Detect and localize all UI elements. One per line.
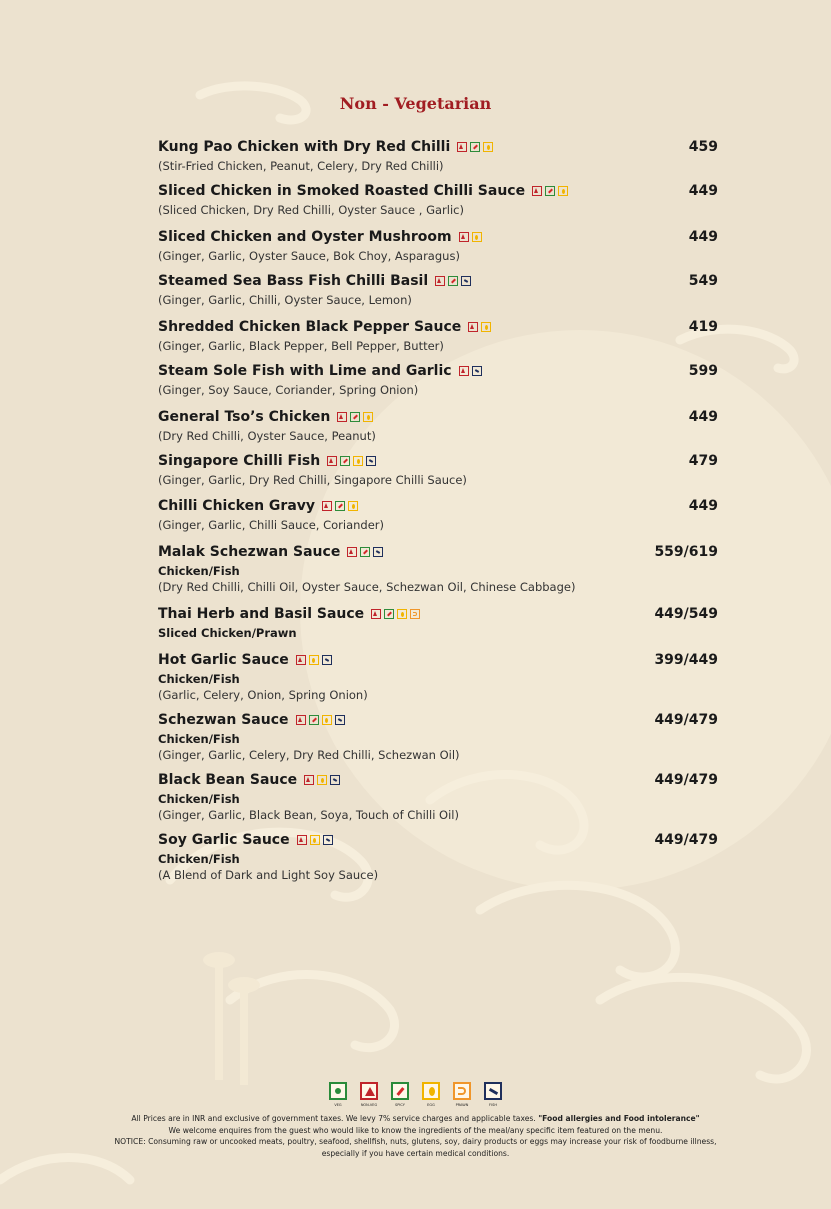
item-description: (A Blend of Dark and Light Soy Sauce)	[158, 868, 379, 882]
item-price: 419	[688, 319, 718, 335]
dietary-icons	[297, 835, 333, 845]
item-name: Singapore Chilli Fish	[158, 453, 321, 469]
fish-icon	[373, 547, 383, 557]
item-description: (Ginger, Garlic, Dry Red Chilli, Singapore Chilli Sauce)	[158, 473, 467, 487]
item-name: Soy Garlic Sauce	[158, 832, 290, 848]
egg-icon	[317, 775, 327, 785]
item-description: (Ginger, Garlic, Chilli, Oyster Sauce, Lemon)	[158, 293, 412, 307]
menu-item	[158, 316, 718, 354]
item-description: (Ginger, Garlic, Oyster Sauce, Bok Choy, Asparagus)	[158, 249, 460, 263]
item-name: Black Bean Sauce	[158, 772, 298, 788]
fish-icon	[330, 775, 340, 785]
item-name: Sliced Chicken and Oyster Mushroom	[158, 229, 452, 245]
menu-item	[158, 450, 718, 488]
item-price: 599	[688, 363, 718, 379]
veg-icon	[329, 1082, 347, 1100]
item-description: (Ginger, Garlic, Chilli Sauce, Coriander)	[158, 518, 385, 532]
nonveg-icon	[327, 456, 337, 466]
nonveg-icon	[371, 609, 381, 619]
item-name: Thai Herb and Basil Sauce	[158, 606, 365, 622]
spicy-icon	[309, 715, 319, 725]
item-name: Steamed Sea Bass Fish Chilli Basil	[158, 273, 429, 289]
notes-allergy-heading: "Food allergies and Food intolerance"	[538, 1114, 700, 1123]
spicy-icon	[335, 501, 345, 511]
legend-item	[484, 1082, 503, 1107]
item-price: 449/479	[654, 772, 718, 788]
item-price: 449/479	[654, 712, 718, 728]
menu-item	[158, 136, 718, 174]
nonveg-icon	[459, 366, 469, 376]
nonveg-icon	[296, 655, 306, 665]
menu-item	[158, 769, 718, 823]
item-name: Shredded Chicken Black Pepper Sauce	[158, 319, 462, 335]
item-variant: Chicken/Fish	[158, 564, 240, 578]
notes-line-1: All Prices are in INR and exclusive of government taxes. We levy 7% service charges and applicable taxes.	[131, 1114, 539, 1123]
legend-label: NON-VEG	[360, 1103, 378, 1107]
spicy-icon	[340, 456, 350, 466]
spicy-icon	[384, 609, 394, 619]
egg-icon	[348, 501, 358, 511]
item-description: (Sliced Chicken, Dry Red Chilli, Oyster Sauce , Garlic)	[158, 203, 464, 217]
nonveg-icon	[435, 276, 445, 286]
dietary-icons	[347, 547, 383, 557]
dietary-icons	[304, 775, 340, 785]
spicy-icon	[545, 186, 555, 196]
fish-icon	[366, 456, 376, 466]
legend-item	[360, 1082, 379, 1107]
item-variant: Chicken/Fish	[158, 792, 240, 806]
notes-line-2: We welcome enquires from the guest who would like to know the ingredients of the meal/any specific item featured on the menu.	[168, 1125, 663, 1135]
spicy-icon	[470, 142, 480, 152]
item-description: (Garlic, Celery, Onion, Spring Onion)	[158, 688, 368, 702]
legend-label: PRAWN	[455, 1103, 469, 1107]
dietary-legend	[0, 1082, 831, 1107]
item-name: Schezwan Sauce	[158, 712, 289, 728]
menu-item	[158, 270, 718, 308]
notes-line-3: NOTICE: Consuming raw or uncooked meats, poultry, seafood, shellfish, nuts, glutens, soy, dairy products or eggs may increase your risk of foodburne illness,	[114, 1137, 717, 1147]
legend-item	[329, 1082, 348, 1107]
section-title: Non - Vegetarian	[339, 94, 492, 113]
menu-item	[158, 649, 718, 703]
menu-item	[158, 495, 718, 533]
item-price: 449	[688, 183, 718, 199]
dietary-icons	[459, 232, 482, 242]
spicy-icon	[391, 1082, 409, 1100]
menu-item	[158, 603, 718, 641]
egg-icon	[481, 322, 491, 332]
spicy-icon	[448, 276, 458, 286]
fish-icon	[335, 715, 345, 725]
spicy-icon	[360, 547, 370, 557]
dietary-icons	[435, 276, 471, 286]
fish-icon	[323, 835, 333, 845]
item-variant: Chicken/Fish	[158, 732, 240, 746]
egg-icon	[309, 655, 319, 665]
dietary-icons	[296, 655, 332, 665]
fish-icon	[484, 1082, 502, 1100]
legend-item	[391, 1082, 410, 1107]
item-name: Malak Schezwan Sauce	[158, 544, 341, 560]
legend-item	[422, 1082, 441, 1107]
nonveg-icon	[360, 1082, 378, 1100]
legend-label: FISH	[489, 1103, 497, 1107]
legend-label: EGG	[427, 1103, 435, 1107]
egg-icon	[322, 715, 332, 725]
item-description: (Dry Red Chilli, Oyster Sauce, Peanut)	[158, 429, 376, 443]
prawn-icon	[410, 609, 420, 619]
menu-item	[158, 360, 718, 398]
menu-item	[158, 541, 718, 595]
item-description: (Ginger, Garlic, Black Pepper, Bell Pepper, Butter)	[158, 339, 444, 353]
nonveg-icon	[532, 186, 542, 196]
item-name: Chilli Chicken Gravy	[158, 498, 316, 514]
dietary-icons	[532, 186, 568, 196]
item-price: 399/449	[654, 652, 718, 668]
item-name: Sliced Chicken in Smoked Roasted Chilli Sauce	[158, 183, 526, 199]
item-price: 459	[688, 139, 718, 155]
dietary-icons	[296, 715, 345, 725]
dietary-icons	[371, 609, 420, 619]
nonveg-icon	[468, 322, 478, 332]
item-price: 449/549	[654, 606, 718, 622]
egg-icon	[422, 1082, 440, 1100]
menu-item	[158, 829, 718, 883]
item-variant: Chicken/Fish	[158, 672, 240, 686]
item-variant: Chicken/Fish	[158, 852, 240, 866]
legend-label: VEG	[334, 1103, 342, 1107]
menu-item	[158, 226, 718, 264]
menu-item	[158, 709, 718, 763]
item-price: 549	[688, 273, 718, 289]
item-name: Steam Sole Fish with Lime and Garlic	[158, 363, 452, 379]
dietary-icons	[459, 366, 482, 376]
item-description: (Stir-Fried Chicken, Peanut, Celery, Dry Red Chilli)	[158, 159, 444, 173]
dietary-icons	[457, 142, 493, 152]
egg-icon	[558, 186, 568, 196]
nonveg-icon	[296, 715, 306, 725]
dietary-icons	[468, 322, 491, 332]
nonveg-icon	[337, 412, 347, 422]
dietary-icons	[327, 456, 376, 466]
egg-icon	[310, 835, 320, 845]
item-description: (Ginger, Garlic, Celery, Dry Red Chilli, Schezwan Oil)	[158, 748, 460, 762]
nonveg-icon	[304, 775, 314, 785]
item-variant: Sliced Chicken/Prawn	[158, 626, 297, 640]
nonveg-icon	[297, 835, 307, 845]
egg-icon	[353, 456, 363, 466]
egg-icon	[363, 412, 373, 422]
nonveg-icon	[459, 232, 469, 242]
legend-item	[453, 1082, 472, 1107]
item-name: Hot Garlic Sauce	[158, 652, 289, 668]
fish-icon	[322, 655, 332, 665]
egg-icon	[472, 232, 482, 242]
item-price: 449	[688, 229, 718, 245]
item-name: General Tso’s Chicken	[158, 409, 331, 425]
item-description: (Dry Red Chilli, Chilli Oil, Oyster Sauce, Schezwan Oil, Chinese Cabbage)	[158, 580, 576, 594]
item-price: 449/479	[654, 832, 718, 848]
fish-icon	[461, 276, 471, 286]
egg-icon	[483, 142, 493, 152]
fish-icon	[472, 366, 482, 376]
footer-notes	[60, 1113, 771, 1159]
nonveg-icon	[322, 501, 332, 511]
nonveg-icon	[347, 547, 357, 557]
item-description: (Ginger, Garlic, Black Bean, Soya, Touch of Chilli Oil)	[158, 808, 459, 822]
item-price: 449	[688, 498, 718, 514]
spicy-icon	[350, 412, 360, 422]
item-price: 449	[688, 409, 718, 425]
legend-label: SPICY	[395, 1103, 405, 1107]
item-name: Kung Pao Chicken with Dry Red Chilli	[158, 139, 451, 155]
item-price: 479	[688, 453, 718, 469]
menu-item	[158, 406, 718, 444]
notes-line-4: especially if you have certain medical conditions.	[321, 1148, 510, 1158]
prawn-icon	[453, 1082, 471, 1100]
egg-icon	[397, 609, 407, 619]
dietary-icons	[337, 412, 373, 422]
dietary-icons	[322, 501, 358, 511]
nonveg-icon	[457, 142, 467, 152]
item-description: (Ginger, Soy Sauce, Coriander, Spring Onion)	[158, 383, 419, 397]
menu-item	[158, 180, 718, 218]
item-price: 559/619	[654, 544, 718, 560]
